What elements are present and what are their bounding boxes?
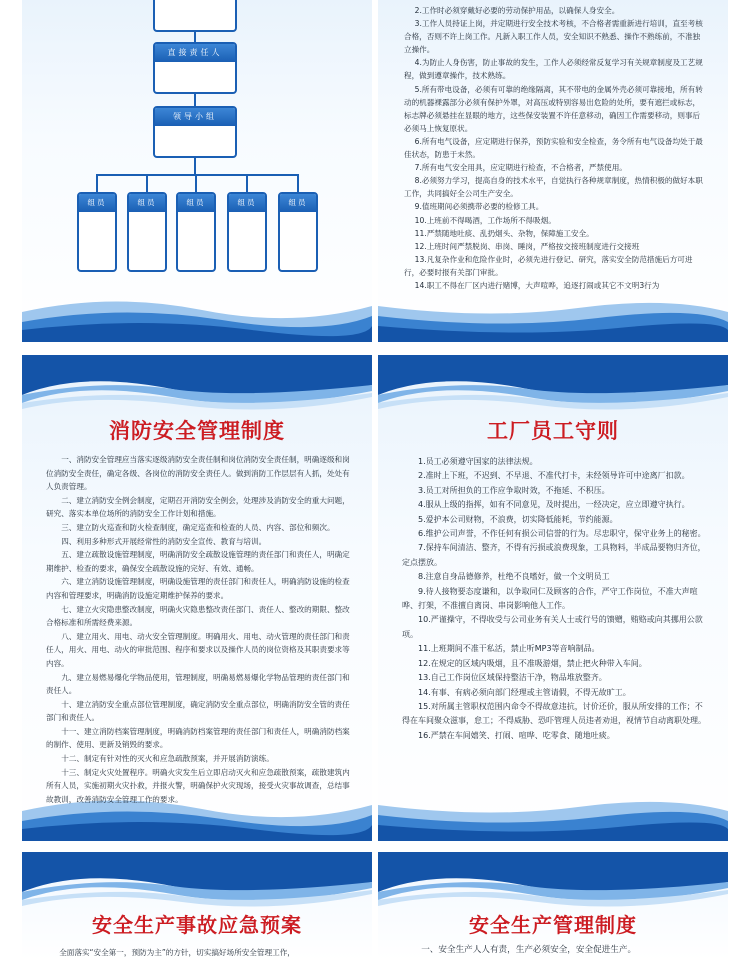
paragraph: 4.服从上级的指挥，如有不同意见，及时提出，一经决定，应立即遵守执行。 — [418, 500, 690, 510]
direct-responsible-box — [153, 42, 237, 94]
paragraph: 11.上班期间不准干私活，禁止听MP3等音响制品。 — [418, 644, 600, 654]
paragraph: 6.维护公司声誉，不作任何有损公司信誉的行为。尽忠职守，保守业务上的秘密。 — [418, 529, 706, 539]
wave-decoration — [378, 852, 728, 914]
rule-line: 4.为防止人身伤害，防止事故的发生，工作人必须经常反复学习有关规章制度及工艺规程，做到遵章操作，技术熟练。 — [404, 58, 703, 81]
fire-safety-panel — [22, 355, 372, 841]
factory-rules-text — [402, 455, 708, 743]
paragraph: 9.待人接物要态度谦和，以争取同仁及顾客的合作，严守工作岗位，不准大声喧哗、打架，不准擅自离岗、串岗影响他人工作。 — [402, 586, 698, 611]
member-box — [176, 192, 216, 272]
connector-line — [195, 174, 197, 192]
connector-line — [194, 32, 196, 42]
paragraph: 2.准时上下班，不迟到、不早退、不准代打卡，未经领导许可中途离厂扣款。 — [418, 471, 690, 481]
connector-line — [96, 174, 98, 192]
rule-line: 13.凡复杂作业和危险作业时，必须先进行登记、研究，落实安全防范措施后方可进行，必要时报有关部门审批。 — [404, 254, 693, 277]
wave-decoration — [378, 292, 728, 342]
connector-line — [297, 174, 299, 192]
member-label: 组员 — [129, 194, 165, 212]
paragraph: 十三、制定火灾处置程序。明确火灾发生后立即启动灭火和应急疏散预案，疏散建筑内所有人员，实施初期火灾扑救，并报火警，明确保护火灾现场，接受火灾事故调查，总结事故教训，改善消防安全管理工作的要求。 — [46, 767, 350, 804]
member-label: 组员 — [79, 194, 115, 212]
wave-decoration — [22, 292, 372, 342]
safety-management-text — [404, 944, 710, 958]
paragraph: 5.爱护本公司财物，不浪费，切实降低能耗，节约能源。 — [418, 514, 618, 524]
paragraph: 十一、建立消防档案管理制度，明确消防档案管理的责任部门和责任人，明确消防档案的制作、使用、更新及销毁的要求。 — [46, 726, 350, 750]
connector-line — [194, 94, 196, 106]
paragraph: 7.保持车间清洁、整齐，不得有污损或浪费现象，工具物料，半成品要物归齐位，定点摆放。 — [402, 543, 706, 567]
paragraph: 二、建立消防安全例会制度，定期召开消防安全例会，处理涉及消防安全的重大问题，研究、落实本单位场所的消防安全工作计划和措施。 — [46, 495, 350, 519]
paragraph: 一、安全生产人人有责，生产必须安全，安全促进生产。 — [421, 945, 637, 955]
connector-line — [146, 174, 148, 192]
paragraph: 12.在规定的区域内吸烟，且不准吸游烟，禁止把火种带入车间。 — [418, 658, 647, 668]
rule-line: 9.值班期间必须携带必要的检修工具。 — [414, 202, 544, 212]
paragraph: 十、建立消防安全重点部位管理制度，确定消防安全重点部位，明确消防安全管的责任部门和责任人。 — [46, 699, 350, 723]
connector-line — [246, 174, 248, 192]
paragraph: 15.对所属主管职权范围内命令不得故意违抗，讨价还价，服从所安排的工作；不得在车间聚众滋事，怠工；不得威胁、恐吓管理人员违者劝退，视情节自动离职处理。 — [402, 701, 706, 726]
factory-rules-panel — [378, 355, 728, 841]
member-box — [127, 192, 167, 272]
rule-line: 5.所有带电设备，必须有可靠的绝缘隔离，其不带电的金属外壳必须可靠接地，所有转动的机器裸露部分必须有保护外罩，对高压或特别容易出危险的处所，要有遮拦或标志，标志牌必须悬挂在显眼的地方，这些保安装置不许任意移动，确因工作需要移动，则事后必须马上恢复原状。 — [404, 84, 703, 133]
rule-line: 12.上班时间严禁脱岗、串岗、睡岗，严格按交接班制度进行交接班 — [414, 241, 640, 251]
wave-decoration — [378, 355, 728, 417]
rule-line: 7.所有电气安全用具，应定期进行检查，不合格者，严禁使用。 — [414, 163, 627, 173]
rule-line: 14.职工不得在厂区内进行赌博，大声喧哗，追逐打闹或其它不文明3行为 — [414, 280, 660, 290]
rule-line: 6.所有电气设备，应定期进行保养，预防实验和安全检查，务令所有电气设备均处于最佳状态，防患于未然。 — [404, 136, 703, 160]
wave-decoration — [378, 791, 728, 841]
paragraph: 14.有事、有病必须向部门经理或主管请假，不得无故旷工。 — [418, 687, 631, 697]
wave-decoration — [22, 852, 372, 914]
direct-responsible-label: 直接责任人 — [155, 44, 235, 62]
paragraph: 10.严谨操守，不得收受与公司业务有关人士或行号的馈赠，贿赂或向其挪用公款项。 — [402, 615, 703, 639]
emergency-plan-text — [44, 946, 350, 960]
fire-safety-title: 消防安全管理制度 — [109, 419, 285, 443]
safety-management-panel — [378, 852, 728, 960]
member-label: 组员 — [280, 194, 316, 212]
paragraph: 八、建立用火、用电、动火安全管理制度。明确用火、用电、动火管理的责任部门和责任人，用火、用电、动火的审批范围、程序和要求以及操作人员的岗位资格及其职责要求等内容。 — [46, 631, 350, 668]
rule-line: 11.严禁随地吐痰、乱扔烟头、杂物，保障施工安全。 — [414, 228, 594, 238]
paragraph: 三、建立防火巡查和防火检查制度，确定巡查和检查的人员、内容、部位和频次。 — [61, 522, 335, 532]
employee-rules-text — [404, 4, 704, 292]
paragraph: 8.注意自身品德修养，杜绝不良嗜好，做一个文明员工 — [418, 572, 610, 582]
paragraph: 3.员工对所担负的工作应争取时效，不拖延、不积压。 — [418, 485, 610, 495]
fire-safety-text — [46, 453, 350, 806]
top-org-box — [153, 0, 237, 32]
connector-line — [194, 158, 196, 174]
rule-line: 3.工作人员持证上岗，并定期进行安全技术考核，不合格者需重新进行培训，直至考核合格，否则不许上岗工作。凡新入职工作人员，安全知识不熟悉、操作不熟练前，不准独立操作。 — [404, 19, 703, 55]
paragraph: 全面落实“安全第一，预防为主”的方针，切实搞好场所安全管理工作， — [59, 948, 295, 957]
paragraph: 六、建立消防设施管理制度，明确设施管理的责任部门和责任人，明确消防设施的检查内容和管理要求，明确消防设施定期维护保养的要求。 — [46, 577, 350, 600]
emergency-plan-panel — [22, 852, 372, 960]
org-chart-panel — [22, 0, 372, 342]
paragraph: 五、建立疏散设施管理制度，明确消防安全疏散设施管理的责任部门和责任人，明确定期维护、检查的要求，确保安全疏散设施的完好、有效、通畅。 — [46, 550, 350, 573]
paragraph: 四、利用多种形式开展经常性的消防安全宣传、教育与培训。 — [61, 536, 267, 546]
leadership-group-box — [153, 106, 237, 158]
paragraph: 16.严禁在车间嬉笑、打闹、喧哗、吃零食、随地吐痰。 — [418, 730, 615, 740]
member-box — [77, 192, 117, 272]
safety-management-title: 安全生产管理制度 — [469, 913, 637, 937]
wave-decoration — [22, 355, 372, 417]
rule-line: 8.必须努力学习，提高自身的技术水平，自觉执行各种规章制度，热情积极的做好本职工作，共同搞好全公司生产安全。 — [404, 176, 703, 199]
leadership-group-label: 领导小组 — [155, 108, 235, 126]
rule-line: 10.上班前不得喝酒，工作场所不得吸烟。 — [414, 215, 556, 225]
paragraph: 十二、制定有针对性的灭火和应急疏散预案，并开展消防演练。 — [61, 754, 274, 764]
rule-line: 2.工作时必须穿戴好必要的劳动保护用品，以确保人身安全。 — [414, 6, 620, 15]
paragraph: 1.员工必须遵守国家的法律法规。 — [418, 457, 538, 466]
member-box — [278, 192, 318, 272]
employee-rules-panel — [378, 0, 728, 342]
paragraph: 一、消防安全管理应当落实逐级消防安全责任制和岗位消防安全责任制，明确逐级和岗位消防安全责任，确定各级、各岗位的消防安全责任人。做到消防工作层层有人抓，处处有人负责管理。 — [46, 455, 350, 492]
paragraph: 七、建立火灾隐患整改制度，明确火灾隐患整改责任部门、责任人、整改的期限、整改合格标准和所需经费来源。 — [46, 604, 350, 628]
paragraph: 13.自己工作岗位区域保持整洁干净，物品堆放整齐。 — [418, 673, 607, 683]
connector-line — [96, 174, 298, 176]
member-label: 组员 — [178, 194, 214, 212]
emergency-plan-title: 安全生产事故应急预案 — [92, 913, 302, 937]
paragraph: 九、建立易燃易爆化学物品使用，管理制度，明确易燃易爆化学物品管理的责任部门和责任人。 — [46, 672, 350, 696]
member-label: 组员 — [229, 194, 265, 212]
factory-rules-title: 工厂员工守则 — [487, 419, 619, 443]
member-box — [227, 192, 267, 272]
